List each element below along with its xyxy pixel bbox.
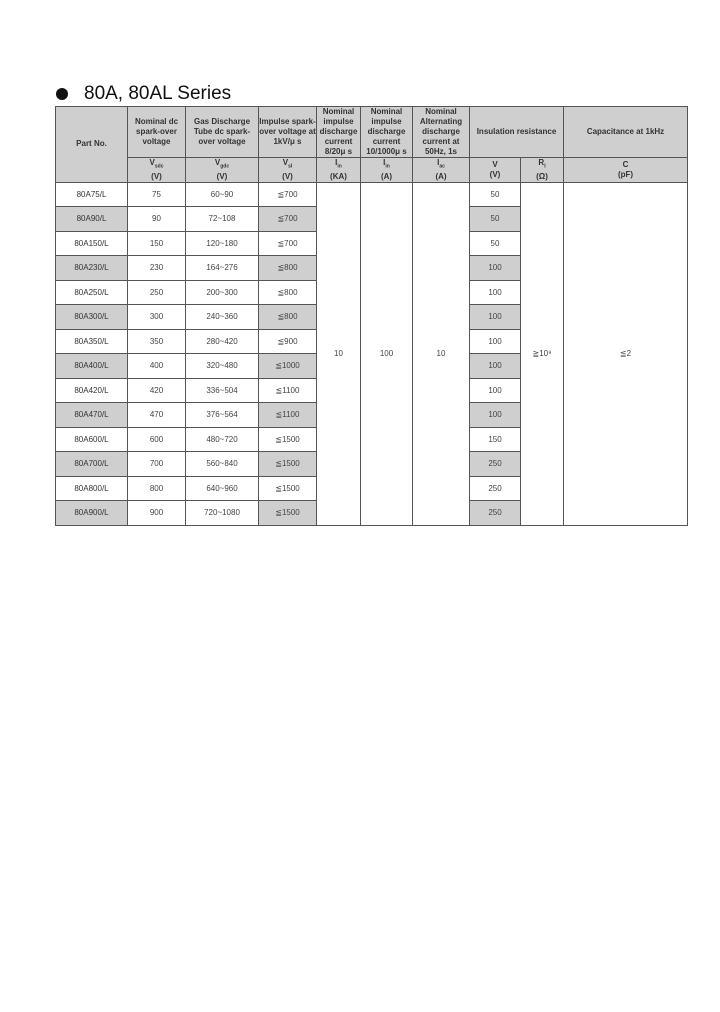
nominal-dc-value: 800 [128, 476, 186, 501]
gas-discharge-value: 480~720 [186, 427, 259, 452]
unit-v: V (V) [470, 158, 521, 183]
unit-vsdc: $V_{sdc}$ (V) [128, 158, 186, 183]
header-insulation: Insulation resistance [470, 107, 564, 158]
part-number: 80A400/L [56, 354, 128, 379]
unit-c: C (pF) [564, 158, 688, 183]
insulation-voltage-value: 100 [470, 403, 521, 428]
nominal-dc-value: 470 [128, 403, 186, 428]
gas-discharge-value: 640~960 [186, 476, 259, 501]
impulse-value: ≦1100 [259, 403, 317, 428]
header-impulse-current-8-20: Nominal impulse discharge current 8/20μ s [317, 107, 361, 158]
gas-discharge-value: 72~108 [186, 207, 259, 232]
gas-discharge-value: 720~1080 [186, 501, 259, 526]
part-number: 80A75/L [56, 182, 128, 207]
header-alternating: Nominal Alternating discharge current at 50Hz, 1s [413, 107, 470, 158]
spec-table [55, 106, 688, 526]
part-number: 80A420/L [56, 378, 128, 403]
insulation-voltage-value: 250 [470, 476, 521, 501]
impulse-value: ≦700 [259, 231, 317, 256]
insulation-voltage-value: 50 [470, 182, 521, 207]
unit-vgdc: $V_{gdc}$ (V) [186, 158, 259, 183]
gas-discharge-value: 320~480 [186, 354, 259, 379]
unit-ri: $R_I$ (Ω) [521, 158, 564, 183]
impulse-value: ≦800 [259, 256, 317, 281]
impulse-value: ≦1500 [259, 427, 317, 452]
insulation-voltage-value: 100 [470, 329, 521, 354]
impulse-value: ≦700 [259, 207, 317, 232]
insulation-voltage-value: 50 [470, 231, 521, 256]
gas-discharge-value: 120~180 [186, 231, 259, 256]
impulse-value: ≦1000 [259, 354, 317, 379]
nominal-dc-value: 300 [128, 305, 186, 330]
nominal-dc-value: 400 [128, 354, 186, 379]
section-title [56, 82, 231, 106]
part-number: 80A600/L [56, 427, 128, 452]
nominal-dc-value: 700 [128, 452, 186, 477]
impulse-current-8-20-value: 10 [317, 182, 361, 525]
header-part-no: Part No. [56, 107, 128, 183]
nominal-dc-value: 230 [128, 256, 186, 281]
unit-iac-a: $I_{ac}$ (A) [413, 158, 470, 183]
gas-discharge-value: 60~90 [186, 182, 259, 207]
impulse-value: ≦1500 [259, 452, 317, 477]
impulse-value: ≦700 [259, 182, 317, 207]
unit-vsi: $V_{sI}$ (V) [259, 158, 317, 183]
insulation-voltage-value: 250 [470, 501, 521, 526]
gas-discharge-value: 280~420 [186, 329, 259, 354]
nominal-dc-value: 250 [128, 280, 186, 305]
part-number: 80A250/L [56, 280, 128, 305]
gas-discharge-value: 200~300 [186, 280, 259, 305]
insulation-voltage-value: 100 [470, 378, 521, 403]
part-number: 80A900/L [56, 501, 128, 526]
gas-discharge-value: 240~360 [186, 305, 259, 330]
impulse-value: ≦800 [259, 280, 317, 305]
insulation-resistance-value: ≧10⁹ [521, 182, 564, 525]
impulse-value: ≦800 [259, 305, 317, 330]
header-capacitance: Capacitance at 1kHz [564, 107, 688, 158]
impulse-value: ≦1500 [259, 476, 317, 501]
nominal-dc-value: 900 [128, 501, 186, 526]
insulation-voltage-value: 150 [470, 427, 521, 452]
part-number: 80A350/L [56, 329, 128, 354]
gas-discharge-value: 560~840 [186, 452, 259, 477]
part-number: 80A300/L [56, 305, 128, 330]
impulse-value: ≦1100 [259, 378, 317, 403]
insulation-voltage-value: 250 [470, 452, 521, 477]
header-gas-discharge: Gas Discharge Tube dc spark-over voltage [186, 107, 259, 158]
part-number: 80A230/L [56, 256, 128, 281]
capacitance-value: ≦2 [564, 182, 688, 525]
impulse-value: ≦1500 [259, 501, 317, 526]
bullet-icon [56, 88, 68, 100]
insulation-voltage-value: 100 [470, 280, 521, 305]
part-number: 80A470/L [56, 403, 128, 428]
table-row [56, 182, 688, 207]
header-nominal-dc: Nominal dc spark-over voltage [128, 107, 186, 158]
nominal-dc-value: 600 [128, 427, 186, 452]
insulation-voltage-value: 100 [470, 256, 521, 281]
nominal-dc-value: 350 [128, 329, 186, 354]
part-number: 80A800/L [56, 476, 128, 501]
header-impulse-current-10-1000: Nominal impulse discharge current 10/1000μ s [361, 107, 413, 158]
nominal-dc-value: 150 [128, 231, 186, 256]
unit-in-ka: $I_{in}$ (KA) [317, 158, 361, 183]
alternating-current-value: 10 [413, 182, 470, 525]
nominal-dc-value: 420 [128, 378, 186, 403]
insulation-voltage-value: 100 [470, 354, 521, 379]
nominal-dc-value: 75 [128, 182, 186, 207]
nominal-dc-value: 90 [128, 207, 186, 232]
gas-discharge-value: 164~276 [186, 256, 259, 281]
impulse-current-10-1000-value: 100 [361, 182, 413, 525]
impulse-value: ≦900 [259, 329, 317, 354]
part-number: 80A700/L [56, 452, 128, 477]
header-impulse: Impulse spark-over voltage at 1kV/μ s [259, 107, 317, 158]
gas-discharge-value: 376~564 [186, 403, 259, 428]
series-title: 80A, 80AL Series [84, 83, 232, 104]
part-number: 80A150/L [56, 231, 128, 256]
gas-discharge-value: 336~504 [186, 378, 259, 403]
insulation-voltage-value: 50 [470, 207, 521, 232]
part-number: 80A90/L [56, 207, 128, 232]
insulation-voltage-value: 100 [470, 305, 521, 330]
unit-in-a: $I_{in}$ (A) [361, 158, 413, 183]
